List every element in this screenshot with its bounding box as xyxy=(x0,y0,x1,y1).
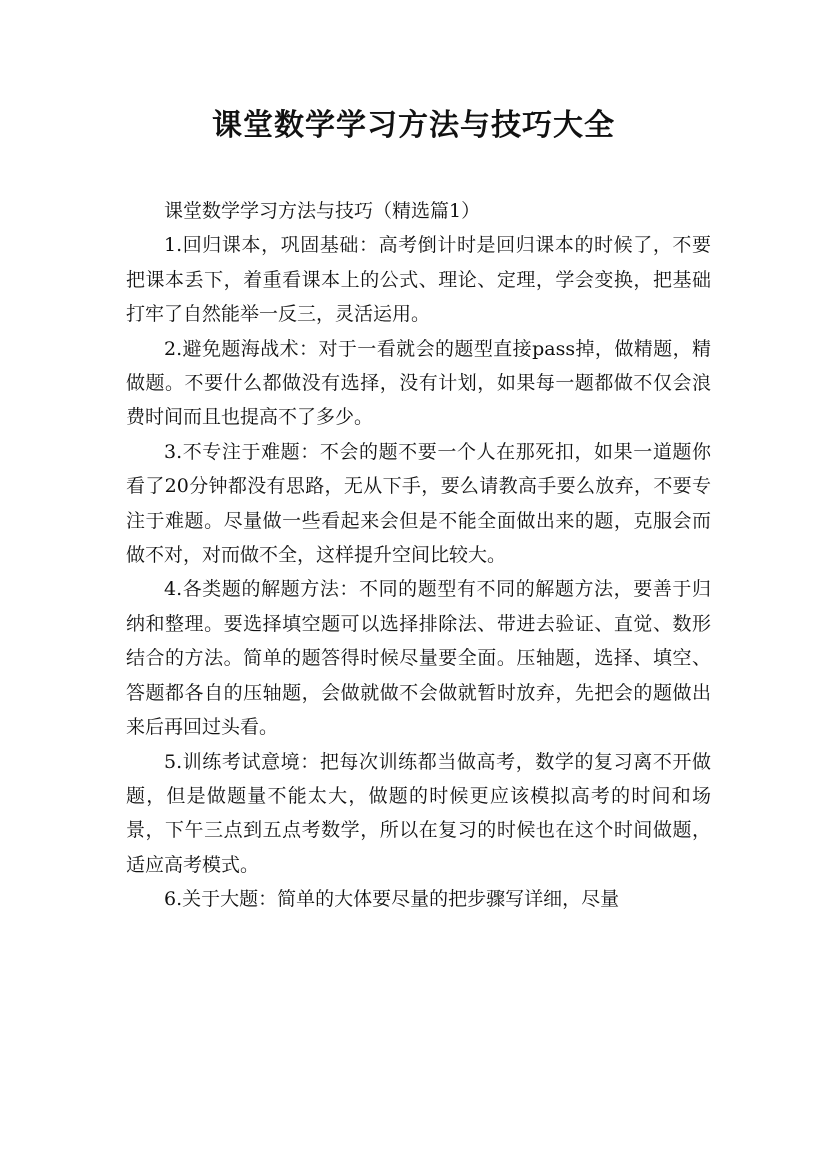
paragraph-tip-3: 3.不专注于难题：不会的题不要一个人在那死扣，如果一道题你看了20分钟都没有思路，无从下手，要么请教高手要么放弃，不要专注于难题。尽量做一些看起来会但是不能全面做出来的题，克服会而做不对，对而做不全，这样提升空间比较大。 xyxy=(126,440,711,567)
paragraph-section-heading: 课堂数学学习方法与技巧（精选篇1） xyxy=(164,200,481,222)
document-title: 课堂数学学习方法与技巧大全 xyxy=(212,108,615,143)
paragraph-tip-2: 2.避免题海战术：对于一看就会的题型直接pass掉，做精题，精做题。不要什么都做没有选择，没有计划，如果每一题都做不仅会浪费时间而且也提高不了多少。 xyxy=(126,337,711,429)
paragraph-tip-5: 5.训练考试意境：把每次训练都当做高考，数学的复习离不开做题，但是做题量不能太大，做题的时候更应该模拟高考的时间和场景，下午三点到五点考数学，所以在复习的时候也在这个时间做题，适应高考模式。 xyxy=(126,750,711,876)
paragraph-tip-6: 6.关于大题：简单的大体要尽量的把步骤写详细，尽量 xyxy=(164,888,620,911)
paragraph-tip-4: 4.各类题的解题方法：不同的题型有不同的解题方法，要善于归纳和整理。要选择填空题可以选择排除法、带进去验证、直觉、数形结合的方法。简单的题答得时候尽量要全面。压轴题，选择、填空、答题都各自的压轴题，会做就做不会做就暂时放弃，先把会的题做出来后再回过头看。 xyxy=(126,578,711,739)
paragraph-tip-1: 1.回归课本，巩固基础：高考倒计时是回归课本的时候了，不要把课本丢下，着重看课本上的公式、理论、定理，学会变换，把基础打牢了自然能举一反三，灵活运用。 xyxy=(126,234,711,326)
document-body xyxy=(126,194,711,917)
